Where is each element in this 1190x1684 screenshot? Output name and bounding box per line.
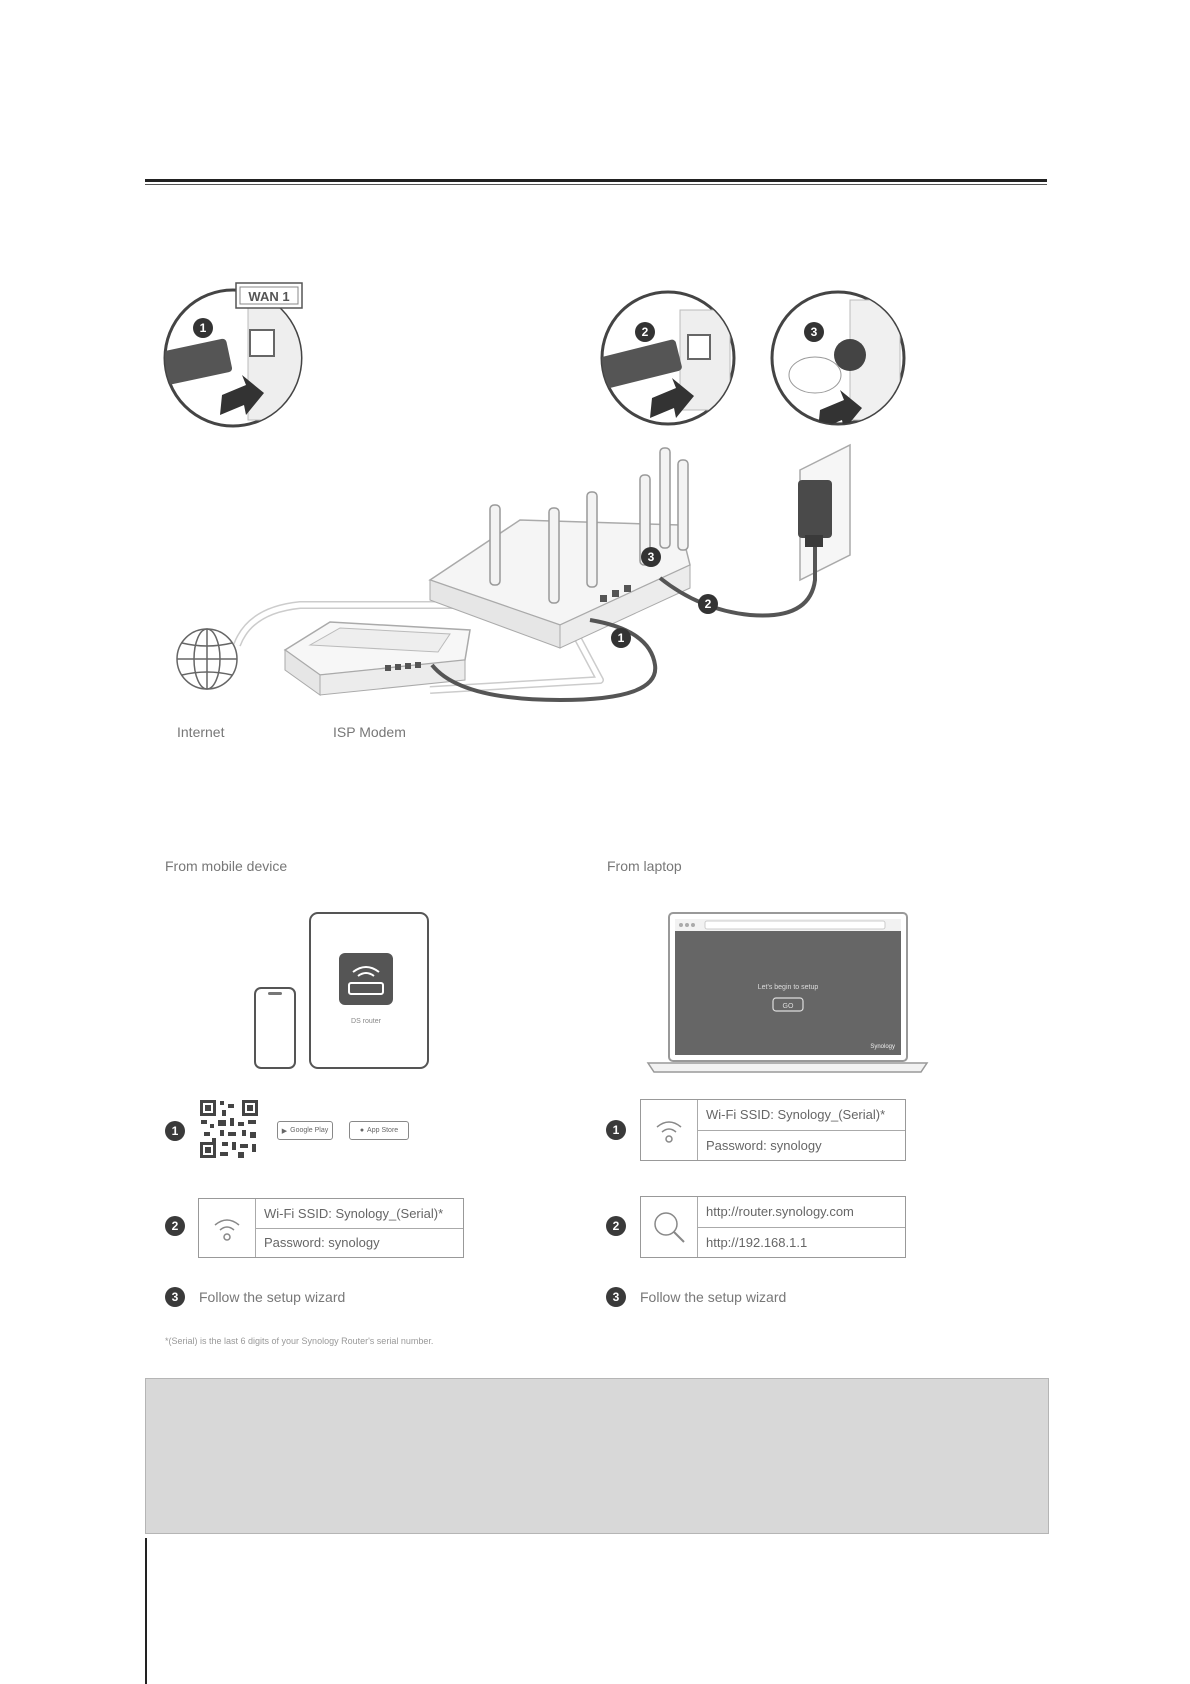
apple-icon: ● <box>359 1127 365 1134</box>
wan-label: WAN 1 <box>248 289 290 304</box>
diagram-step-3: 3 <box>647 550 655 564</box>
mobile-step-3-badge: 3 <box>165 1287 185 1307</box>
laptop-go-button: GO <box>782 1003 794 1010</box>
notes-panel <box>145 1378 1049 1534</box>
search-icon <box>641 1197 698 1257</box>
wifi-icon <box>199 1199 256 1257</box>
mobile-step-1-badge: 1 <box>165 1121 185 1141</box>
isp-modem-label: ISP Modem <box>333 724 406 740</box>
zoom-lan-port <box>597 292 734 424</box>
laptop-screen-text: Let's begin to setup <box>757 984 819 991</box>
mobile-wifi-password: Password: synology <box>256 1228 463 1258</box>
wifi-icon <box>641 1100 698 1160</box>
play-icon: ▶ <box>281 1127 288 1135</box>
laptop-screen-brand: Synology <box>870 1044 895 1050</box>
step-badge-1-label: 1 <box>199 321 207 335</box>
laptop-heading: From laptop <box>607 858 682 874</box>
laptop-step-3-text: Follow the setup wizard <box>640 1289 787 1305</box>
mobile-step-3-text: Follow the setup wizard <box>199 1289 346 1305</box>
mobile-heading: From mobile device <box>165 858 288 874</box>
globe-icon <box>177 629 237 689</box>
mobile-wifi-credentials <box>198 1198 464 1258</box>
internet-label: Internet <box>177 724 225 740</box>
laptop-wifi-password: Password: synology <box>698 1130 905 1161</box>
diagram-step-1: 1 <box>617 631 625 645</box>
google-play-label: Google Play <box>290 1127 329 1134</box>
router-url-link[interactable]: http://router.synology.com <box>706 1204 854 1220</box>
laptop-step-3-badge: 3 <box>606 1287 626 1307</box>
step-badge-2-label: 2 <box>641 325 649 339</box>
app-store-button[interactable] <box>349 1121 409 1140</box>
mobile-step-2-badge: 2 <box>165 1216 185 1236</box>
step-badge-3-label: 3 <box>810 325 818 339</box>
power-adapter-illustration <box>798 445 850 580</box>
laptop-wifi-credentials <box>640 1099 906 1161</box>
laptop-illustration <box>645 910 930 1080</box>
isp-modem-illustration <box>285 622 470 695</box>
zoom-wan-port <box>157 290 308 426</box>
google-play-button[interactable] <box>277 1121 333 1140</box>
connection-diagram <box>0 0 1190 760</box>
mobile-devices-illustration <box>250 910 430 1072</box>
app-screen-text: DS router <box>351 1018 381 1025</box>
laptop-wifi-ssid: Wi-Fi SSID: Synology_(Serial)* <box>706 1107 886 1123</box>
laptop-step-1-badge: 1 <box>606 1120 626 1140</box>
serial-footnote: *(Serial) is the last 6 digits of your Synology Router's serial number. <box>165 1336 434 1346</box>
wan-label-tag <box>236 283 302 308</box>
laptop-url-box <box>640 1196 906 1258</box>
router-ip-link[interactable]: http://192.168.1.1 <box>698 1227 905 1258</box>
qr-code[interactable] <box>198 1098 260 1160</box>
laptop-step-2-badge: 2 <box>606 1216 626 1236</box>
page-left-bar <box>145 1538 147 1684</box>
zoom-power-port <box>772 292 904 430</box>
mobile-wifi-ssid: Wi-Fi SSID: Synology_(Serial)* <box>264 1205 444 1221</box>
app-store-label: App Store <box>367 1127 399 1134</box>
diagram-step-2: 2 <box>704 597 712 611</box>
